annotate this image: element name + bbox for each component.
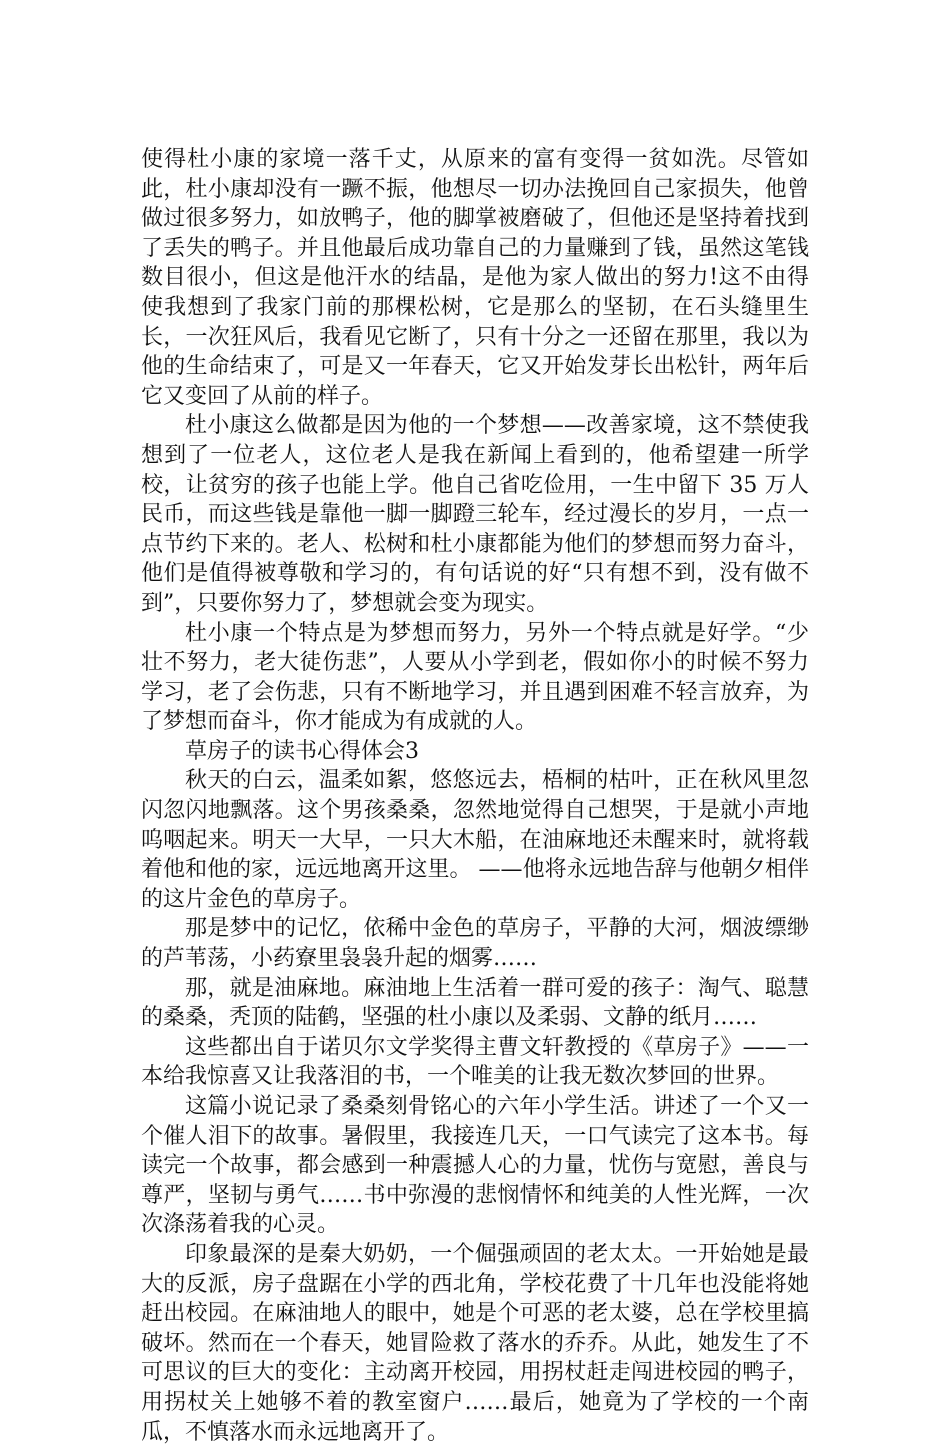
paragraph-2: 杜小康这么做都是因为他的一个梦想——改善家境，这不禁使我想到了一位老人，这位老人是我在新闻上看到的，他希望建一所学校，让贫穷的孩子也能上学。他自己省吃俭用，一生中留下 35 万人民币，而这些钱是靠他一脚一脚蹬三轮车，经过漫长的岁月，一点一点节约下来的。老人、松树和杜小康都能为他们的梦想而努力奋斗，他们是值得被尊敬和学习的，有句话说的好“只有想不到，没有做不到”，只要你努力了，梦想就会变为现实。	[141, 413, 809, 616]
paragraph-7: 这些都出自于诺贝尔文学奖得主曹文轩教授的《草房子》——一本给我惊喜又让我落泪的书，一个唯美的让我无数次梦回的世界。	[141, 1034, 809, 1090]
paragraph-8: 这篇小说记录了桑桑刻骨铭心的六年小学生活。讲述了一个又一个催人泪下的故事。暑假里，我接连几天，一口气读完了这本书。每读完一个故事，都会感到一种震撼人心的力量，忧伤与宽慰，善良与尊严，坚韧与勇气……书中弥漫的悲悯情怀和纯美的人性光辉，一次次涤荡着我的心灵。	[141, 1094, 809, 1238]
paragraph-1: 使得杜小康的家境一落千丈，从原来的富有变得一贫如洗。尽管如此，杜小康却没有一蹶不振，他想尽一切办法挽回自己家损失，他曾做过很多努力，如放鸭子，他的脚掌被磨破了，但他还是坚持着找到了丢失的鸭子。并且他最后成功靠自己的力量赚到了钱，虽然这笔钱数目很小，但这是他汗水的结晶，是他为家人做出的努力!这不由得使我想到了我家门前的那棵松树，它是那么的坚韧，在石头缝里生长，一次狂风后，我看见它断了，只有十分之一还留在那里，我以为他的生命结束了，可是又一年春天，它又开始发芽长出松针，两年后它又变回了从前的样子。	[141, 147, 809, 409]
section-heading: 草房子的读书心得体会3	[185, 738, 419, 764]
paragraph-3: 杜小康一个特点是为梦想而努力，另外一个特点就是好学。“少壮不努力，老大徒伤悲”，人要从小学到老，假如你小的时候不努力学习，老了会伤悲，只有不断地学习，并且遇到困难不轻言放弃，为了梦想而奋斗，你才能成为有成就的人。	[141, 620, 809, 735]
document-body	[141, 145, 809, 1447]
paragraph-4: 秋天的白云，温柔如絮，悠悠远去，梧桐的枯叶，正在秋风里忽闪忽闪地飘落。这个男孩桑桑，忽然地觉得自己想哭，于是就小声地呜咽起来。明天一大早，一只大木船，在油麻地还未醒来时，就将载着他和他的家，远远地离开这里。 ——他将永远地告辞与他朝夕相伴的这片金色的草房子。	[141, 768, 809, 912]
paragraph-9: 印象最深的是秦大奶奶，一个倔强顽固的老太太。一开始她是最大的反派，房子盘踞在小学的西北角，学校花费了十几年也没能将她赶出校园。在麻油地人的眼中，她是个可恶的老太婆，总在学校里搞破坏。然而在一个春天，她冒险救了落水的乔乔。从此，她发生了不可思议的巨大的变化：主动离开校园，用拐杖赶走闯进校园的鸭子，用拐杖关上她够不着的教室窗户……最后，她竟为了学校的一个南瓜，不慎落水而永远地离开了。	[141, 1241, 809, 1445]
paragraph-5: 那是梦中的记忆，依稀中金色的草房子，平静的大河，烟波缥缈的芦苇荡，小药寮里袅袅升起的烟雾……	[141, 916, 809, 972]
paragraph-6: 那，就是油麻地。麻油地上生活着一群可爱的孩子：淘气、聪慧的桑桑，秃顶的陆鹤，坚强的杜小康以及柔弱、文静的纸月……	[141, 975, 809, 1031]
